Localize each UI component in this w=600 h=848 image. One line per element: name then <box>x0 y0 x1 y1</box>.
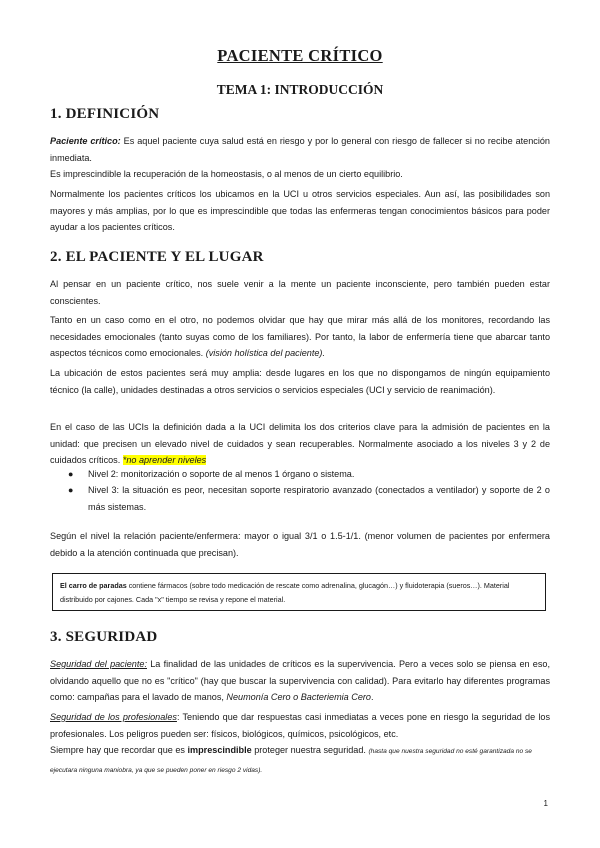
imprescindible-text-b: proteger nuestra seguridad. <box>251 745 369 755</box>
note-box-term: El carro de paradas <box>60 581 127 590</box>
page-number: 1 <box>543 799 548 808</box>
section-heading-seguridad: 3. SEGURIDAD <box>50 629 158 645</box>
highlight-note: *no aprender niveles <box>122 455 207 466</box>
imprescindible-bold: imprescindible <box>187 745 252 755</box>
note-box-text: contiene fármacos (sobre todo medicación de rescate como adrenalina, glucagón…) y fluidoterapia (sueros…). Material distribuido por cajones. Cada "x" tiempo se revisa y repone el material. <box>60 581 510 604</box>
paragraph-ratio: Según el nivel la relación paciente/enfermera: mayor o igual 3/1 o 1.5-1/1. (menor volumen de pacientes por enfermera debido a la atención continuada que precisan). <box>50 531 550 558</box>
bullet-icon: ● <box>68 469 74 479</box>
paragraph-seguridad-paciente <box>50 656 550 706</box>
list-item <box>68 482 550 515</box>
note-box-carro-paradas <box>52 573 546 611</box>
section-heading-definicion: 1. DEFINICIÓN <box>50 106 160 122</box>
seguridad-paciente-text: La finalidad de las unidades de críticos es la supervivencia. Pero a veces solo se piensa en eso, olvidando aquello que no es "crítico" (hay que buscar la supervivencia con calidad). Para evitarlo hay diferentes programas como: campañas para el lavado de manos, <box>50 659 550 703</box>
paragraph-ucis-text: En el caso de las UCIs la definición dada a la UCI delimita los dos criterios clave para la admisión de pacientes en la unidad: que precisen un elevado nivel de cuidados y sean recuperables. Normalmente asociado a los niveles 3 y 2 de cuidados críticos. <box>50 422 550 466</box>
seguridad-profesionales-text: : Teniendo que dar respuestas casi inmediatas a veces pone en riesgo la seguridad de los profesionales. Los peligros pueden ser: físicos, biológicos, químicos, psicológicos, etc. <box>50 712 551 739</box>
bullet-text: Nivel 2: monitorización o soporte de al menos 1 órgano o sistema. <box>88 469 355 479</box>
paragraph-imprescindible <box>50 742 550 779</box>
document-subtitle: TEMA 1: INTRODUCCIÓN <box>216 82 384 97</box>
section-heading-paciente-lugar: 2. EL PACIENTE Y EL LUGAR <box>50 249 264 265</box>
program-names: Neumonía Cero o Bacteriemia Cero <box>226 692 371 703</box>
paragraph-ubicacion-uci: Normalmente los pacientes críticos los ubicamos en la UCI u otros servicios especiales. Aun así, las posibilidades son mayores y más amplias, por lo que es imprescindible que todas las enfermeras tengan conocimientos básicos para poder ayudar a los pacientes críticos. <box>50 189 550 233</box>
seguridad-profesionales-term: Seguridad de los profesionales <box>50 712 177 722</box>
bullet-icon: ● <box>68 485 74 495</box>
bullet-text: Nivel 3: la situación es peor, necesitan soporte respiratorio avanzado (conectados a ventilador) y soporte de 2 o más sistemas. <box>88 485 550 512</box>
paragraph-ubicacion: La ubicación de estos pacientes será muy amplia: desde lugares en los que no dispongamos de ningún equipamiento técnico (la calle), unidades destinadas a otros servicios o servicios especiales (UCI y servicio de reanimación). <box>50 368 550 395</box>
seguridad-paciente-term: Seguridad del paciente: <box>50 659 147 669</box>
imprescindible-text-a: Siempre hay que recordar que es <box>50 745 188 755</box>
imprescindible-note: (hasta que nuestra seguridad no esté garantizada no se ejecutara ninguna maniobra, ya que se pueden poner en riesgo 2 vidas). <box>50 748 532 774</box>
paragraph-emocional-text: Tanto en un caso como en el otro, no podemos olvidar que hay que mirar más allá de los monitores, recordando las necesidades emocionales (tanto suyas como de los familiares). Por tanto, la labor de enfermería tiene que abarcar tanto aspectos técnicos como emocionales. <box>50 315 550 359</box>
document-title: PACIENTE CRÍTICO <box>217 46 383 65</box>
paragraph-inconsciente: Al pensar en un paciente crítico, nos suele venir a la mente un paciente inconsciente, pero también pueden estar conscientes. <box>50 279 550 306</box>
paragraph-emocional <box>50 312 550 362</box>
paragraph-ucis <box>50 419 550 469</box>
list-item <box>68 466 550 483</box>
holistic-note: (visión holística del paciente). <box>205 348 325 359</box>
period: . <box>370 692 374 703</box>
paragraph-seguridad-profesionales <box>50 709 550 742</box>
definition-term: Paciente crítico: <box>50 136 121 146</box>
paragraph-homeostasis: Es imprescindible la recuperación de la homeostasis, o al menos de un cierto equilibrio. <box>50 169 403 179</box>
definition-text: Es aquel paciente cuya salud está en riesgo y por lo general con riesgo de fallecer si no recibe atención inmediata. <box>50 136 550 163</box>
paragraph-definition <box>50 133 550 166</box>
